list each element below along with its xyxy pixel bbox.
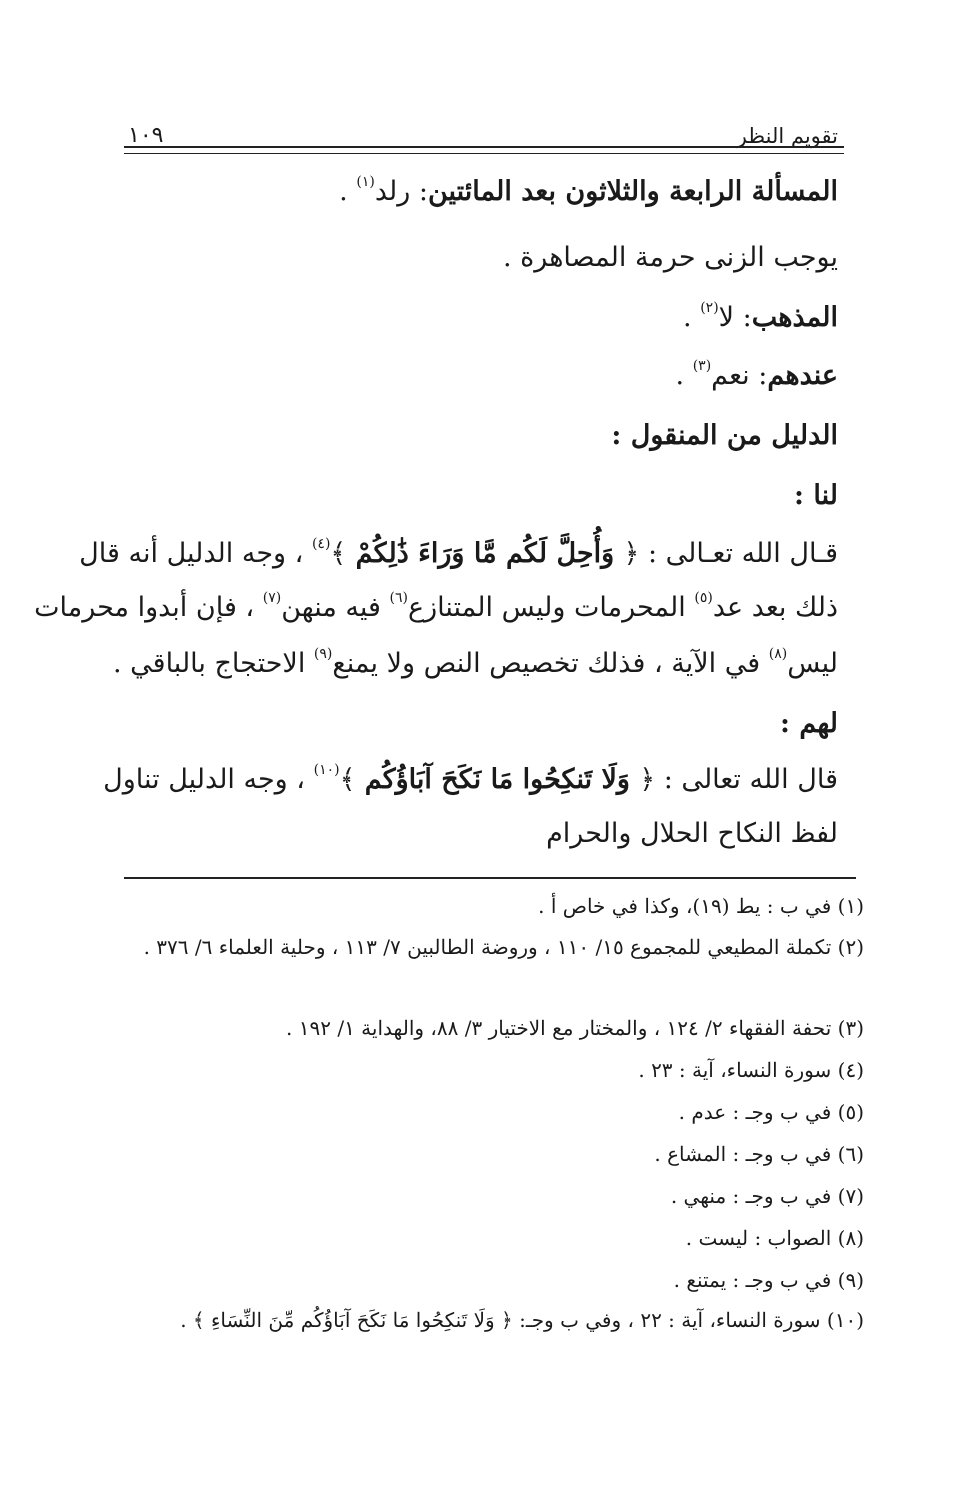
running-title: تقويم النظر xyxy=(736,124,838,148)
quran-bracket-close: ﴾ xyxy=(339,764,356,795)
lana-heading: لنا : xyxy=(794,480,838,511)
indahum-value: : نعم xyxy=(711,360,768,391)
footnote-ref-8: (٨) xyxy=(768,646,788,662)
running-header xyxy=(128,108,838,148)
punctuation: . xyxy=(683,302,701,333)
text-run: قال الله تعالى : xyxy=(655,764,838,795)
footnote-8: (٨) الصواب : ليست . xyxy=(685,1226,864,1250)
footnote-1: (١) في ب : يط (١٩)، وكذا في خاص أ . xyxy=(538,894,864,918)
footnote-5: (٥) في ب وجـ : عدم . xyxy=(678,1100,864,1124)
header-rule xyxy=(124,146,844,154)
evidence-heading: الدليل من المنقول : xyxy=(611,420,838,451)
madhhab-value: : لا xyxy=(718,302,752,333)
footnote-3: (٣) تحفة الفقهاء ٢/ ١٢٤ ، والمختار مع الاختيار ٣/ ٨٨، والهداية ١/ ١٩٢ . xyxy=(286,1016,864,1040)
text-run: ، وجه الدليل تناول xyxy=(103,764,314,795)
footnote-ref-3: (٣) xyxy=(692,358,712,374)
footnote-ref-7: (٧) xyxy=(262,590,282,606)
punctuation: . xyxy=(339,176,357,207)
punctuation: . xyxy=(675,360,693,391)
footnote-4: (٤) سورة النساء، آية : ٢٣ . xyxy=(638,1058,864,1082)
quran-bracket-close: ﴾ xyxy=(330,538,347,569)
paragraph-1-line-2 xyxy=(34,590,838,623)
footnote-6: (٦) في ب وجـ : المشاع . xyxy=(654,1142,864,1166)
statement-line: يوجب الزنى حرمة المصاهرة . xyxy=(502,242,838,273)
footnote-ref-6: (٦) xyxy=(389,590,408,606)
indahum-line xyxy=(124,360,838,391)
text-run: الاحتجاج بالباقي . xyxy=(113,648,314,679)
issue-heading: المسألة الرابعة والثلاثون بعد المائتين xyxy=(427,176,838,207)
madhhab-line xyxy=(124,302,838,333)
issue-code: : رلد xyxy=(374,176,428,207)
footnote-ref-5: (٥) xyxy=(694,590,713,606)
madhhab-label: المذهب xyxy=(751,302,838,333)
issue-heading-line xyxy=(124,176,838,207)
footnote-separator xyxy=(124,877,856,879)
footnote-10: (١٠) سورة النساء، آية : ٢٢ ، وفي ب وجـ: ﴿ وَلَا تَنكِحُوا مَا نَكَحَ آبَاؤُكُم مِّنَ النِّسَاءِ ﴾ . xyxy=(180,1308,864,1332)
footnote-ref-9: (٩) xyxy=(313,646,333,662)
footnote-ref-10: (١٠) xyxy=(313,762,340,778)
text-run: ليس xyxy=(787,648,838,679)
paragraph-1-line-3 xyxy=(113,646,838,679)
lahum-heading: لهم : xyxy=(779,708,838,739)
footnote-9: (٩) في ب وجـ : يمتنع . xyxy=(673,1268,864,1292)
text-run: المحرمات وليس المتنازع xyxy=(407,592,695,623)
text-run: ، وجه الدليل أنه قال xyxy=(79,538,312,569)
text-run: في الآية ، فذلك تخصيص النص ولا يمنع xyxy=(332,648,769,679)
paragraph-2-line-1 xyxy=(103,762,838,795)
footnote-ref-2: (٢) xyxy=(700,300,719,316)
paragraph-2-line-2: لفظ النكاح الحلال والحرام xyxy=(546,818,838,849)
footnote-7: (٧) في ب وجـ : منهي . xyxy=(670,1184,864,1208)
text-run: قـال الله تعـالى : xyxy=(639,538,838,569)
text-run: ، فإن أبدوا محرمات xyxy=(34,592,263,623)
footnote-2: (٢) تكملة المطيعي للمجموع ١٥/ ١١٠ ، وروضة الطالبين ٧/ ١١٣ ، وحلية العلماء ٦/ ٣٧٦ . xyxy=(143,935,864,959)
paragraph-1-line-1 xyxy=(79,536,838,569)
quran-verse: وَأُحِلَّ لَكُم مَّا وَرَاءَ ذَٰلِكُمْ xyxy=(346,538,624,569)
page-number: ١٠٩ xyxy=(128,123,164,148)
indahum-label: عندهم xyxy=(767,360,838,391)
quran-bracket-open: ﴿ xyxy=(639,764,656,795)
footnote-ref-4: (٤) xyxy=(311,536,331,552)
footnote-ref-1: (١) xyxy=(356,174,375,190)
text-run: ذلك بعد عد xyxy=(712,592,838,623)
quran-bracket-open: ﴿ xyxy=(623,538,640,569)
text-run: فيه منهن xyxy=(281,592,390,623)
quran-verse: وَلَا تَنكِحُوا مَا نَكَحَ آبَاؤُكُم xyxy=(355,764,640,795)
